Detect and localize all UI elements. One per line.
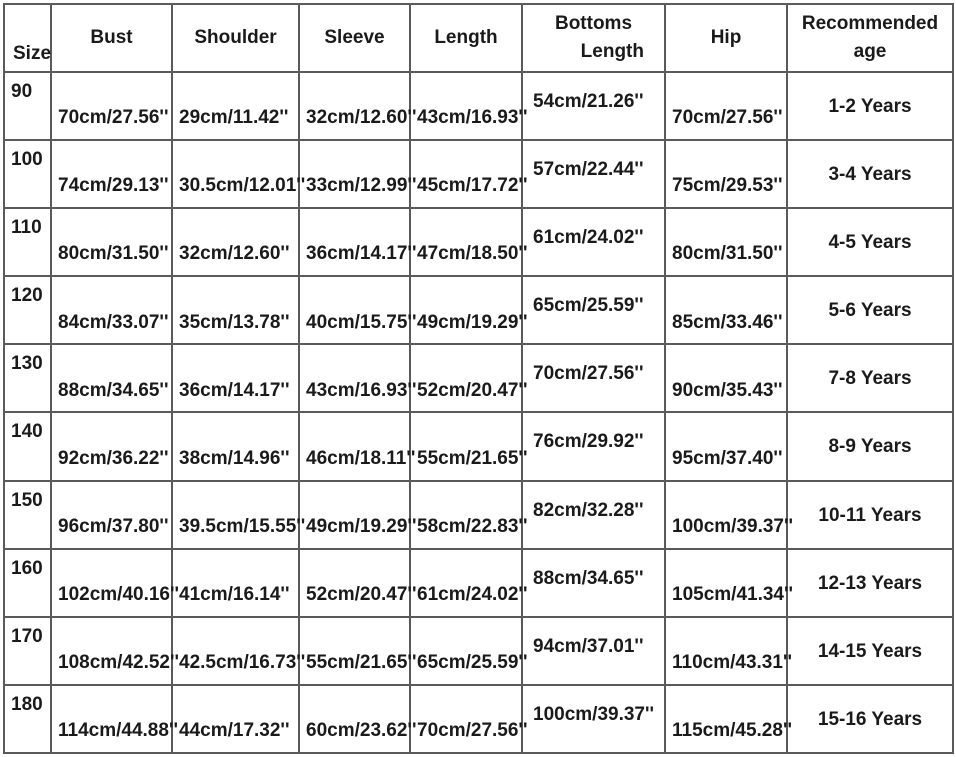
recommended-age-cell: 5-6 Years [787,276,953,344]
sleeve-cell: 52cm/20.47'' [299,549,410,617]
header-sleeve: Sleeve [299,4,410,72]
size-cell: 150 [4,481,51,549]
header-length: Length [410,4,522,72]
hip-cell: 75cm/29.53'' [665,140,787,208]
hip-cell: 110cm/43.31'' [665,617,787,685]
hip-cell: 80cm/31.50'' [665,208,787,276]
hip-cell: 105cm/41.34'' [665,549,787,617]
sleeve-cell: 55cm/21.65'' [299,617,410,685]
bust-cell: 114cm/44.88'' [51,685,172,753]
sleeve-cell: 33cm/12.99'' [299,140,410,208]
header-hip: Hip [665,4,787,72]
recommended-age-cell: 10-11 Years [787,481,953,549]
length-cell: 45cm/17.72'' [410,140,522,208]
shoulder-cell: 38cm/14.96'' [172,412,299,480]
header-shoulder: Shoulder [172,4,299,72]
bust-cell: 96cm/37.80'' [51,481,172,549]
recommended-age-cell: 4-5 Years [787,208,953,276]
table-row [4,412,953,480]
bust-cell: 108cm/42.52'' [51,617,172,685]
length-cell: 43cm/16.93'' [410,72,522,140]
header-bust: Bust [51,4,172,72]
table-row [4,276,953,344]
size-cell: 170 [4,617,51,685]
hip-cell: 70cm/27.56'' [665,72,787,140]
length-cell: 55cm/21.65'' [410,412,522,480]
size-cell: 90 [4,72,51,140]
sleeve-cell: 40cm/15.75'' [299,276,410,344]
bottoms-length-cell: 82cm/32.28'' [522,481,665,549]
size-chart-body [4,72,953,753]
table-row [4,685,953,753]
length-cell: 58cm/22.83'' [410,481,522,549]
length-cell: 70cm/27.56'' [410,685,522,753]
bust-cell: 70cm/27.56'' [51,72,172,140]
table-row [4,344,953,412]
bust-cell: 88cm/34.65'' [51,344,172,412]
header-bottoms-length [522,4,665,72]
length-cell: 49cm/19.29'' [410,276,522,344]
size-cell: 110 [4,208,51,276]
hip-cell: 90cm/35.43'' [665,344,787,412]
shoulder-cell: 35cm/13.78'' [172,276,299,344]
size-chart-table [3,3,954,754]
size-cell: 120 [4,276,51,344]
size-cell: 100 [4,140,51,208]
length-cell: 65cm/25.59'' [410,617,522,685]
bottoms-length-cell: 76cm/29.92'' [522,412,665,480]
shoulder-cell: 44cm/17.32'' [172,685,299,753]
shoulder-cell: 39.5cm/15.55'' [172,481,299,549]
table-row [4,140,953,208]
size-cell: 160 [4,549,51,617]
length-cell: 47cm/18.50'' [410,208,522,276]
recommended-age-cell: 3-4 Years [787,140,953,208]
recommended-age-cell: 8-9 Years [787,412,953,480]
bottoms-length-cell: 88cm/34.65'' [522,549,665,617]
hip-cell: 115cm/45.28'' [665,685,787,753]
hip-cell: 95cm/37.40'' [665,412,787,480]
bust-cell: 84cm/33.07'' [51,276,172,344]
bust-cell: 74cm/29.13'' [51,140,172,208]
table-row [4,481,953,549]
shoulder-cell: 41cm/16.14'' [172,549,299,617]
sleeve-cell: 49cm/19.29'' [299,481,410,549]
shoulder-cell: 42.5cm/16.73'' [172,617,299,685]
bust-cell: 80cm/31.50'' [51,208,172,276]
hip-cell: 85cm/33.46'' [665,276,787,344]
table-row [4,208,953,276]
recommended-age-cell: 14-15 Years [787,617,953,685]
size-cell: 130 [4,344,51,412]
size-cell: 180 [4,685,51,753]
bottoms-length-cell: 94cm/37.01'' [522,617,665,685]
bottoms-length-cell: 70cm/27.56'' [522,344,665,412]
shoulder-cell: 30.5cm/12.01'' [172,140,299,208]
shoulder-cell: 32cm/12.60'' [172,208,299,276]
header-bottoms-length-line1: Bottoms [554,13,633,34]
bottoms-length-cell: 61cm/24.02'' [522,208,665,276]
table-row [4,617,953,685]
bottoms-length-cell: 100cm/39.37'' [522,685,665,753]
sleeve-cell: 32cm/12.60'' [299,72,410,140]
recommended-age-cell: 12-13 Years [787,549,953,617]
header-recommended-age-line1: Recommended [801,13,939,34]
recommended-age-cell: 7-8 Years [787,344,953,412]
bottoms-length-cell: 54cm/21.26'' [522,72,665,140]
bust-cell: 102cm/40.16'' [51,549,172,617]
recommended-age-cell: 15-16 Years [787,685,953,753]
sleeve-cell: 36cm/14.17'' [299,208,410,276]
table-row [4,549,953,617]
recommended-age-cell: 1-2 Years [787,72,953,140]
bottoms-length-cell: 65cm/25.59'' [522,276,665,344]
size-cell: 140 [4,412,51,480]
header-row [4,4,953,72]
header-size: Size [4,4,51,72]
bust-cell: 92cm/36.22'' [51,412,172,480]
header-bottoms-length-line2: Length [580,41,644,62]
shoulder-cell: 36cm/14.17'' [172,344,299,412]
sleeve-cell: 46cm/18.11'' [299,412,410,480]
hip-cell: 100cm/39.37'' [665,481,787,549]
sleeve-cell: 43cm/16.93'' [299,344,410,412]
table-row [4,72,953,140]
length-cell: 52cm/20.47'' [410,344,522,412]
header-recommended-age [787,4,953,72]
header-recommended-age-line2: age [853,41,887,62]
sleeve-cell: 60cm/23.62'' [299,685,410,753]
shoulder-cell: 29cm/11.42'' [172,72,299,140]
length-cell: 61cm/24.02'' [410,549,522,617]
bottoms-length-cell: 57cm/22.44'' [522,140,665,208]
